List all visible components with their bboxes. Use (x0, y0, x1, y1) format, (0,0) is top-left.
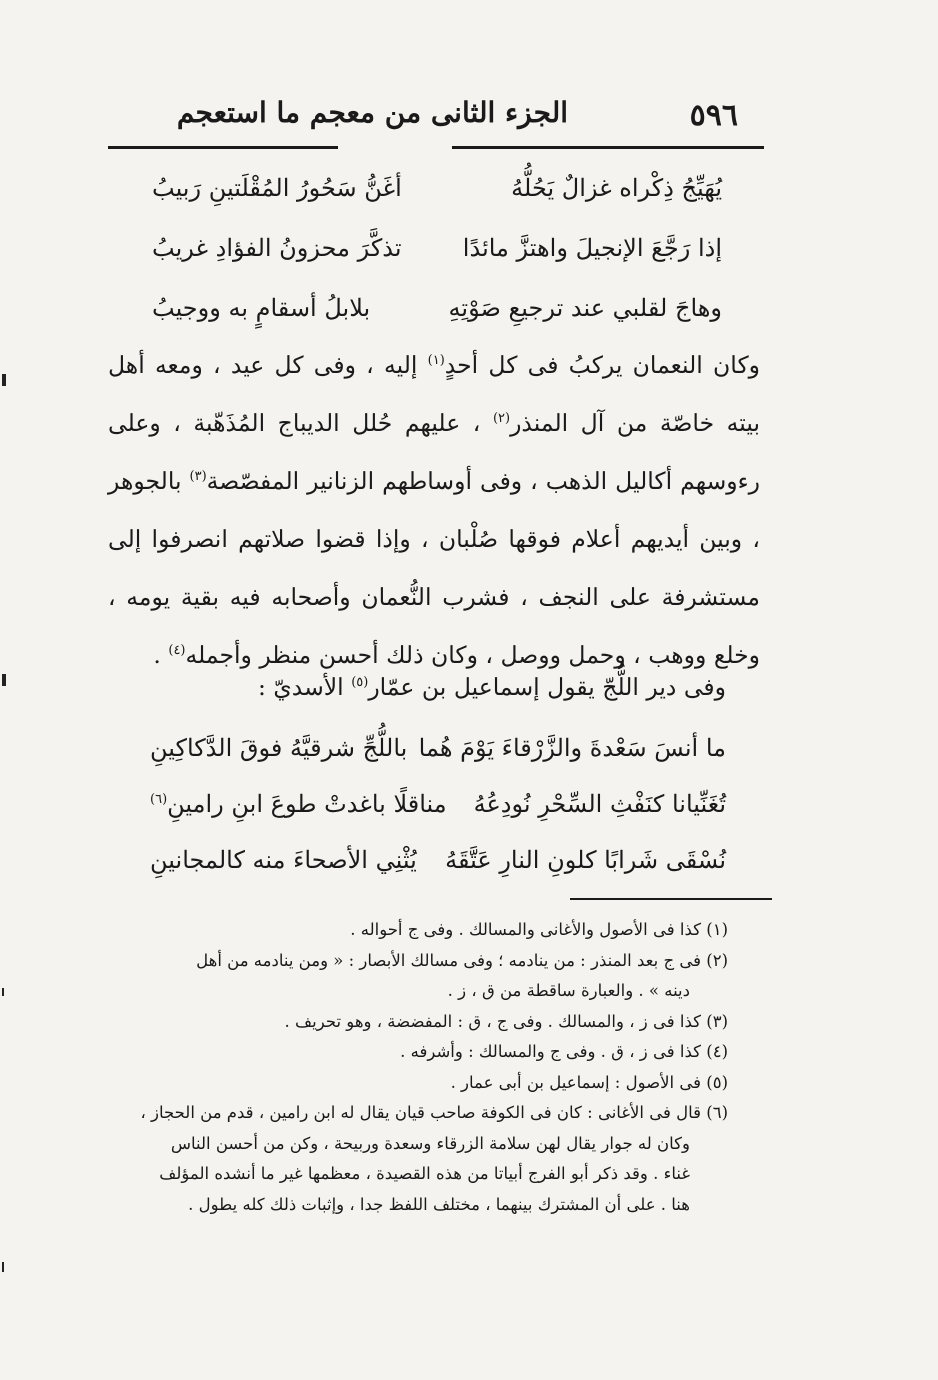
footnote-continuation: وكان له جوار يقال لهن سلامة الزرقاء وسعدة وربيحة ، وكن من أحسن الناس (170, 1133, 690, 1153)
footnote-continuation: دينه » . والعبارة ساقطة من ق ، ز . (447, 981, 690, 1000)
footnote-text: قال فى الأغانى : كان فى الكوفة صاحب قيان يقال له ابن رامين ، قدم من الحجاز ، (140, 1103, 701, 1122)
verse-first-hemistich: ما أنسَ سَعْدةَ والزَّرْقاءَ يَوْمَ هُما (418, 734, 726, 762)
verse-second-hemistich: باللُّجِّ شرقيَّهُ فوقَ الدَّكاكِينِ (150, 734, 408, 762)
intro-text: وفى دير اللُّجّ يقول إسماعيل بن عمّار (368, 673, 726, 701)
footnote-number: (١) (706, 920, 728, 939)
footnote (118, 1007, 728, 1038)
prose-text: ، عليهم حُلل الديباج المُذَهّبة ، وعلى رءوسهم أكاليل الذهب ، وفى أوساطهم الزنانير المفصّصة (108, 409, 761, 495)
footnote-separator (570, 898, 772, 900)
footnote-text: فى ج بعد المنذر : من ينادمه ؛ وفى مسالك الأبصار : « ومن ينادمه من أهل (196, 950, 701, 970)
verse-first-hemistich: إذا رَجَّعَ الإنجيلَ واهتزَّ مائدًا (462, 234, 722, 262)
scan-margin-mark (2, 988, 4, 996)
scan-margin-mark (2, 1262, 4, 1272)
page-number: ٥٩٦ (689, 98, 738, 133)
prose-text: إليه ، وفى كل عيد ، ومعه أهل بيته خاصّة من آل المنذر (108, 351, 760, 437)
verse-first-hemistich: وهاجَ لقلبي عند ترجيعِ صَوْتِهِ (448, 294, 722, 322)
footnote-text: كذا فى ز ، والمسالك . وفى ج ، ق : المفضضة ، وهو تحريف . (284, 1011, 701, 1031)
footnote-ref: (٢) (492, 411, 511, 427)
verse-second-hemistich: أغَنُّ سَحُورُ المُقْلَتينِ رَبيبُ (152, 174, 402, 202)
footnote-text: فى الأصول : إسماعيل بن أبى عمار . (450, 1072, 701, 1092)
footnote (118, 915, 728, 946)
footnote-text: كذا فى ز ، ق . وفى ج والمسالك : وأشرفه . (400, 1042, 701, 1061)
footnotes (118, 915, 728, 1220)
footnote-ref: (٤) (168, 643, 186, 659)
intro-text: الأسديّ : (257, 673, 352, 701)
footnote-number: (٤) (706, 1042, 728, 1061)
footnote-number: (٥) (706, 1072, 728, 1092)
scan-margin-mark (2, 374, 6, 386)
footnote (118, 1098, 728, 1129)
header-rule (108, 146, 338, 149)
footnote (118, 1068, 728, 1099)
verse-second-hemistich: يُثْنِي الأصحاءَ منه كالمجانينِ (150, 846, 417, 874)
prose-text: . (153, 641, 169, 669)
scan-margin-mark (2, 674, 6, 686)
verse-second-hemistich (150, 792, 447, 816)
footnote-ref: (١) (427, 353, 445, 369)
footnote (118, 946, 728, 977)
prose-text: وكان النعمان يركبُ فى كل أحدٍ (444, 351, 760, 379)
footnote-ref: (٦) (150, 792, 168, 807)
verse-second-hemistich: بلابلُ أسقامٍ به ووجيبُ (152, 294, 371, 322)
footnote-number: (٦) (706, 1103, 728, 1122)
footnote-continuation: غناء . وقد ذكر أبو الفرج أبياتا من هذه القصيدة ، معظمها غير ما أنشده المؤلف (159, 1164, 690, 1183)
prose-text: بالجوهر ، وبين أيديهم أعلام فوقها صُلْبان ، وإذا قضوا صلاتهم انصرفوا إلى مستشرفة على النجف ، فشرب النُّعمان وأصحابه فيه بقية يومه ، وخلع ووهب ، وحمل ووصل ، وكان ذلك أحسن منظر وأجمله (108, 467, 760, 669)
footnote-number: (٣) (706, 1011, 728, 1031)
verse-first-hemistich: تُغَنِّيانا كنَفْثِ السِّحْرِ نُودِعُهُ (473, 790, 726, 818)
running-title: الجزء الثانى من معجم ما استعجم (176, 96, 568, 129)
footnote-continuation: هنا . على أن المشترك بينهما ، مختلف اللفظ جدا ، وإثبات ذلك كله يطول . (188, 1194, 690, 1214)
page-header (108, 92, 768, 136)
footnote-ref: (٣) (189, 469, 207, 485)
footnote-ref: (٥) (351, 675, 369, 691)
verse-first-hemistich: نُسْقَى شَرابًا كلونِ النارِ عَتَّقَهُ (445, 846, 726, 874)
poem-intro (257, 673, 726, 701)
verse-text: مناقلًا باغدتْ طوعَ ابنِ رامينِ (167, 790, 447, 818)
footnote (118, 1037, 728, 1068)
verse-second-hemistich: تذكَّرَ محزونُ الفؤادِ غريبُ (152, 234, 402, 262)
verse-first-hemistich: يُهَيِّجُ ذِكْراه غزالٌ يَحُلُّهُ (511, 174, 722, 202)
footnote-text: كذا فى الأصول والأغانى والمسالك . وفى ج أحواله . (350, 920, 701, 939)
prose-paragraph (108, 336, 760, 684)
footnote-number: (٢) (706, 950, 728, 970)
header-rule (452, 146, 764, 149)
